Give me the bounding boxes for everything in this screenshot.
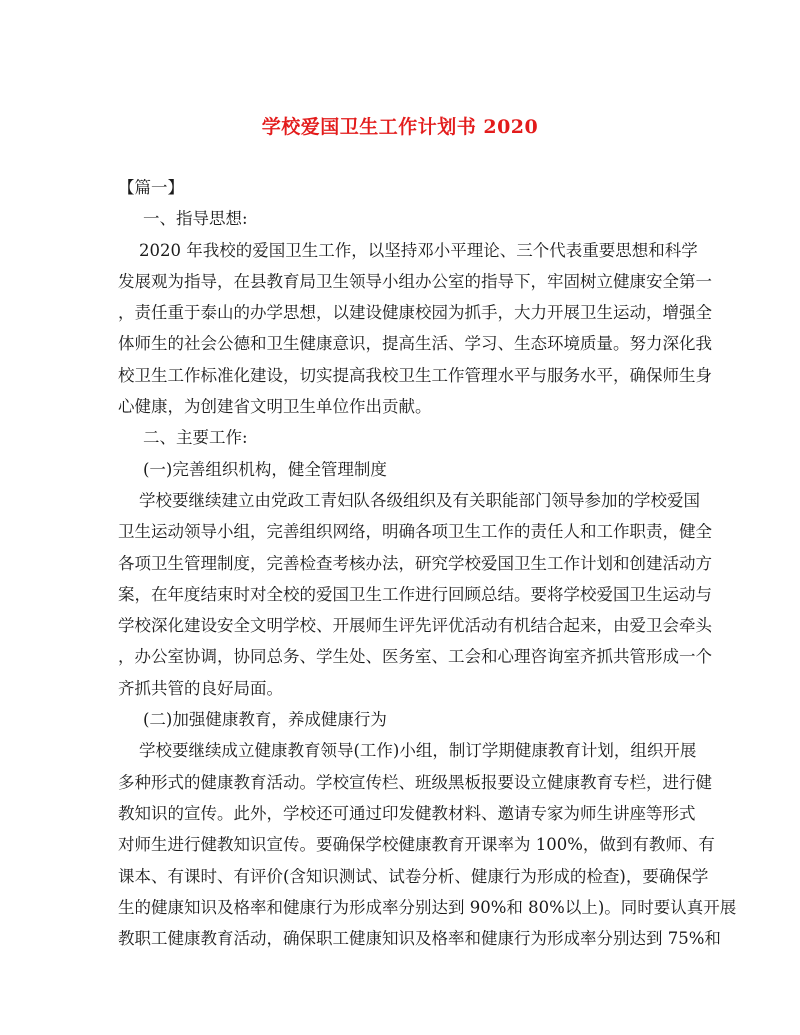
paragraph-organization — [118, 485, 712, 704]
paragraph-line: 各项卫生管理制度，完善检查考核办法，研究学校爱国卫生工作计划和创建活动方 — [118, 553, 712, 573]
paragraph-line: ，办公室协调，协同总务、学生处、医务室、工会和心理咨询室齐抓共管形成一个 — [118, 647, 712, 667]
paragraph-line: 课本、有课时、有评价(含知识测试、试卷分析、健康行为形成的检查)，要确保学 — [118, 866, 709, 886]
section-marker: 【篇一】 — [118, 178, 184, 197]
paragraph-line: 校卫生工作标准化建设，切实提高我校卫生工作管理水平与服务水平，确保师生身 — [118, 365, 712, 385]
document-title: 学校爱国卫生工作计划书 2020 — [261, 116, 539, 138]
paragraph-guiding-ideology — [118, 235, 712, 423]
paragraph-line: 齐抓共管的良好局面。 — [118, 678, 283, 698]
paragraph-line: 卫生运动领导小组，完善组织网络，明确各项卫生工作的责任人和工作职责，健全 — [118, 522, 712, 542]
paragraph-line: 对师生进行健教知识宣传。要确保学校健康教育开课率为 100%，做到有教师、有 — [118, 835, 715, 855]
heading-main-work: 二、主要工作: — [143, 428, 248, 448]
heading-guiding-ideology: 一、指导思想: — [143, 209, 248, 229]
paragraph-line: 案，在年度结束时对全校的爱国卫生工作进行回顾总结。要将学校爱国卫生运动与 — [118, 584, 712, 604]
paragraph-line: 学校要继续成立健康教育领导(工作)小组，制订学期健康教育计划，组织开展 — [118, 741, 697, 761]
subheading-organization: (一)完善组织机构，健全管理制度 — [143, 459, 387, 479]
paragraph-line: 体师生的社会公德和卫生健康意识，提高生活、学习、生态环境质量。努力深化我 — [118, 334, 712, 354]
paragraph-line: 生的健康知识及格率和健康行为形成率分别达到 90%和 80%以上)。同时要认真开展 — [118, 897, 737, 917]
paragraph-line: 发展观为指导，在县教育局卫生领导小组办公室的指导下，牢固树立健康安全第一 — [118, 271, 712, 291]
paragraph-line: 心健康，为创建省文明卫生单位作出贡献。 — [118, 397, 432, 417]
subheading-health-education: (二)加强健康教育，养成健康行为 — [143, 710, 387, 730]
paragraph-health-education — [118, 735, 737, 954]
paragraph-line: 教知识的宣传。此外，学校还可通过印发健教材料、邀请专家为师生讲座等形式 — [118, 803, 696, 823]
paragraph-line: 学校深化建设安全文明学校、开展师生评先评优活动有机结合起来，由爱卫会牵头 — [118, 616, 712, 636]
paragraph-line: 教职工健康教育活动，确保职工健康知识及格率和健康行为形成率分别达到 75%和 — [118, 929, 721, 949]
document-body — [118, 172, 737, 954]
paragraph-line: 学校要继续建立由党政工青妇队各级组织及有关职能部门领导参加的学校爱国 — [118, 490, 700, 510]
paragraph-line: 2020 年我校的爱国卫生工作，以坚持邓小平理论、三个代表重要思想和科学 — [118, 240, 698, 260]
paragraph-line: ，责任重于泰山的办学思想，以建设健康校园为抓手，大力开展卫生运动，增强全 — [118, 303, 712, 323]
paragraph-line: 多种形式的健康教育活动。学校宣传栏、班级黑板报要设立健康教育专栏，进行健 — [118, 772, 712, 792]
